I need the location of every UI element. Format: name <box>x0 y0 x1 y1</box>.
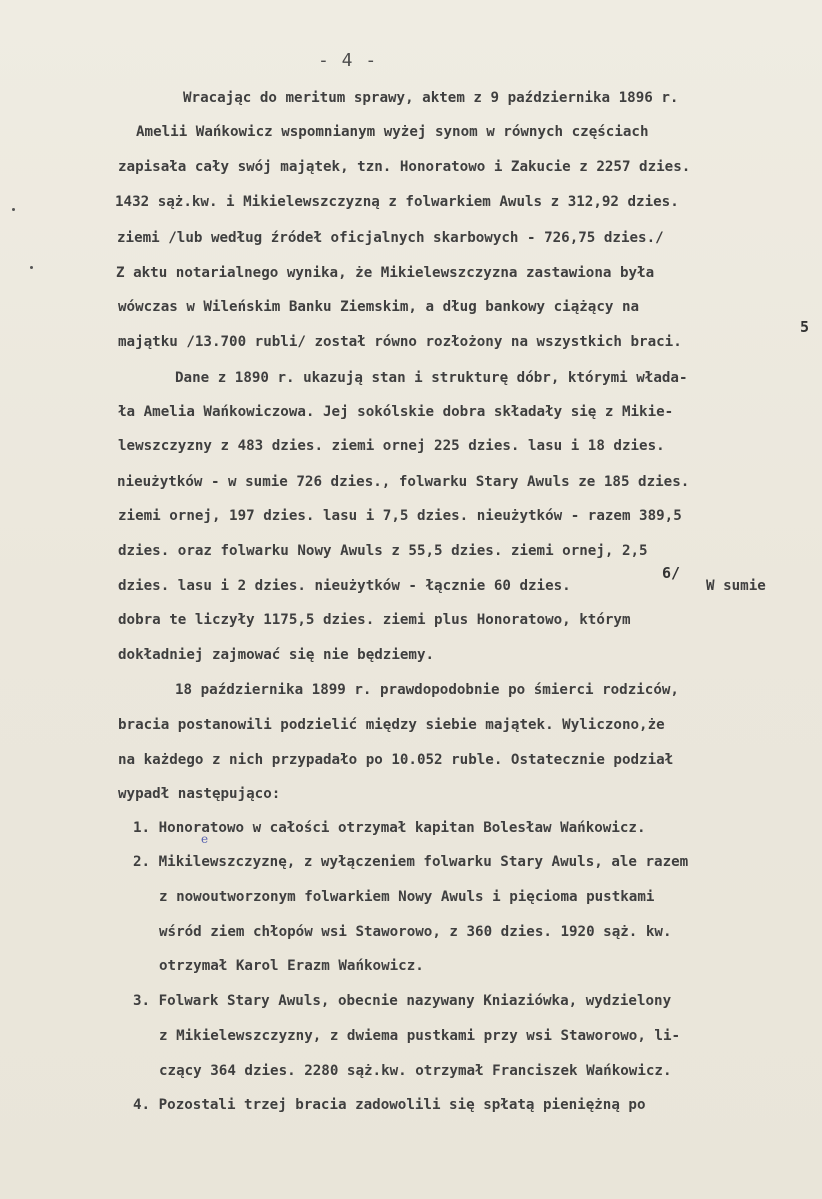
text-line: czący 364 dzies. 2280 sąż.kw. otrzymał Franciszek Wańkowicz. <box>159 1063 672 1079</box>
handwritten-correction: e <box>201 832 209 846</box>
text-line: ła Amelia Wańkowiczowa. Jej sokólskie dobra składały się z Mikie- <box>118 404 674 420</box>
text-line: Amelii Wańkowicz wspomnianym wyżej synom w równych częściach <box>136 124 649 140</box>
text-line: dokładniej zajmować się nie będziemy. <box>118 647 435 663</box>
text-line: ziemi ornej, 197 dzies. lasu i 7,5 dzies. nieużytków - razem 389,5 <box>118 508 682 524</box>
text-line: 18 października 1899 r. prawdopodobnie po śmierci rodziców, <box>175 682 679 698</box>
text-line: dzies. oraz folwarku Nowy Awuls z 55,5 dzies. ziemi ornej, 2,5 <box>118 543 648 559</box>
text-line: 1432 sąż.kw. i Mikielewszczyzną z folwarkiem Awuls z 312,92 dzies. <box>115 194 679 210</box>
text-line: wypadł następująco: <box>118 786 281 802</box>
margin-mark <box>12 208 15 211</box>
text-line: otrzymał Karol Erazm Wańkowicz. <box>159 958 424 974</box>
footnote-6: 6/ <box>662 564 681 582</box>
text-line: z Mikielewszczyzny, z dwiema pustkami przy wsi Staworowo, li- <box>159 1028 681 1044</box>
list-item: 2. Mikilewszczyznę, z wyłączeniem folwarku Stary Awuls, ale razem <box>133 854 689 870</box>
text-line: na każdego z nich przypadało po 10.052 ruble. Ostatecznie podział <box>118 752 674 768</box>
text-line: zapisała cały swój majątek, tzn. Honoratowo i Zakucie z 2257 dzies. <box>118 159 691 175</box>
footnote-5: 5 <box>800 318 810 336</box>
text-line: ziemi /lub według źródeł oficjalnych skarbowych - 726,75 dzies./ <box>117 230 664 246</box>
text-line: wówczas w Wileńskim Banku Ziemskim, a dług bankowy ciążący na <box>118 299 640 315</box>
margin-mark <box>30 266 33 269</box>
text-line: Wracając do meritum sprawy, aktem z 9 października 1896 r. <box>183 90 679 106</box>
text-line: dobra te liczyły 1175,5 dzies. ziemi plus Honoratowo, którym <box>118 612 631 628</box>
text-line: dzies. lasu i 2 dzies. nieużytków - łącznie 60 dzies. <box>118 578 571 594</box>
text-line: bracia postanowili podzielić między siebie majątek. Wyliczono,że <box>118 717 665 733</box>
list-item: 3. Folwark Stary Awuls, obecnie nazywany Kniaziówka, wydzielony <box>133 993 672 1009</box>
text-line: wśród ziem chłopów wsi Staworowo, z 360 dzies. 1920 sąż. kw. <box>159 924 672 940</box>
text-line: lewszczyzny z 483 dzies. ziemi ornej 225 dzies. lasu i 18 dzies. <box>118 438 665 454</box>
text-line: majątku /13.700 rubli/ został równo rozłożony na wszystkich braci. <box>118 334 682 350</box>
list-item: 4. Pozostali trzej bracia zadowolili się spłatą pieniężną po <box>133 1097 646 1113</box>
text-line: Dane z 1890 r. ukazują stan i strukturę dóbr, którymi włada- <box>175 370 688 386</box>
text-line: W sumie <box>706 578 766 594</box>
text-line: z nowoutworzonym folwarkiem Nowy Awuls i pięcioma pustkami <box>159 889 655 905</box>
text-line: nieużytków - w sumie 726 dzies., folwarku Stary Awuls ze 185 dzies. <box>117 474 690 490</box>
list-item: 1. Honoratowo w całości otrzymał kapitan Bolesław Wańkowicz. <box>133 820 646 836</box>
text-line: Z aktu notarialnego wynika, że Mikielewszczyzna zastawiona była <box>116 265 655 281</box>
page-number: - 4 - <box>318 50 378 71</box>
